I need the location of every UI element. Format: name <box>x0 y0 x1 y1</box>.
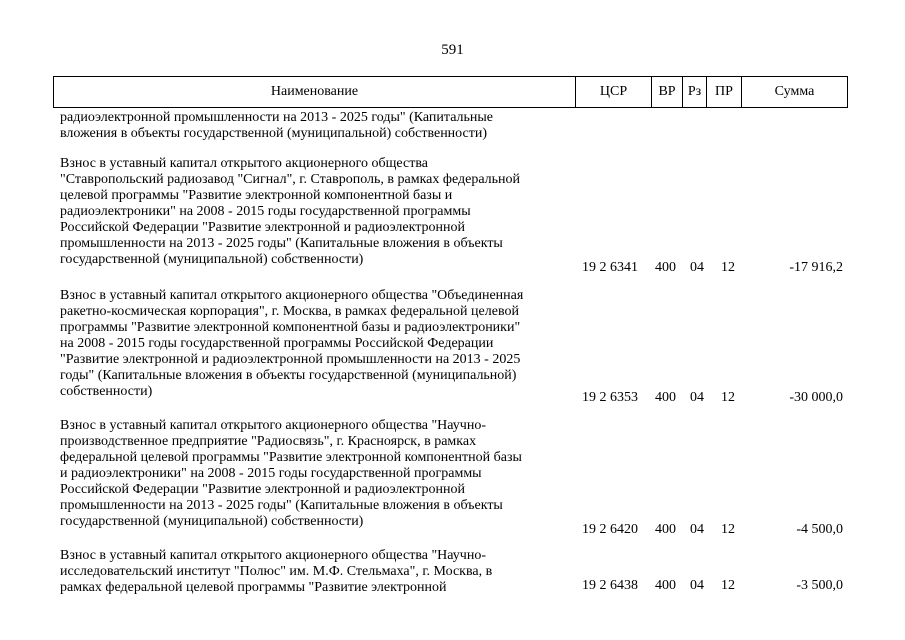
description-line: Российской Федерации "Развитие электронной и радиоэлектронной <box>60 220 465 235</box>
column-header-csr: ЦСР <box>575 77 651 107</box>
row-description <box>60 548 563 596</box>
row-description <box>60 418 563 530</box>
cell-rz: 04 <box>690 390 704 405</box>
cell-vr: 400 <box>655 260 676 275</box>
column-header-sum: Сумма <box>741 77 847 107</box>
column-header-vr: ВР <box>651 77 682 107</box>
cell-pr: 12 <box>721 522 735 537</box>
cell-vr: 400 <box>655 522 676 537</box>
description-line: Взнос в уставный капитал открытого акционерного общества "Объединенная <box>60 288 524 303</box>
cell-rz: 04 <box>690 522 704 537</box>
description-line: исследовательский институт "Полюс" им. М.Ф. Стельмаха", г. Москва, в <box>60 564 493 579</box>
cell-pr: 12 <box>721 578 735 593</box>
cell-vr: 400 <box>655 578 676 593</box>
description-line: годы" (Капитальные вложения в объекты государственной (муниципальной) <box>60 368 517 383</box>
description-line: радиоэлектронной промышленности на 2013 - 2025 годы" (Капитальные <box>60 110 494 125</box>
description-line: промышленности на 2013 - 2025 годы" (Капитальные вложения в объекты <box>60 236 503 251</box>
row-description <box>60 110 563 142</box>
description-line: радиоэлектроники" на 2008 - 2015 годы государственной программы <box>60 204 471 219</box>
cell-sum: -4 500,0 <box>796 522 843 537</box>
column-header-pr: ПР <box>706 77 741 107</box>
description-line: "Ставропольский радиозавод "Сигнал", г. Ставрополь, в рамках федеральной <box>60 172 521 187</box>
column-header-rz: Рз <box>682 77 706 107</box>
cell-rz: 04 <box>690 260 704 275</box>
table-header <box>53 76 848 108</box>
description-line: промышленности на 2013 - 2025 годы" (Капитальные вложения в объекты <box>60 498 503 513</box>
description-line: "Развитие электронной и радиоэлектронной промышленности на 2013 - 2025 <box>60 352 521 367</box>
cell-sum: -30 000,0 <box>789 390 843 405</box>
description-line: Взнос в уставный капитал открытого акционерного общества "Научно- <box>60 418 486 433</box>
description-line: на 2008 - 2015 годы государственной программы Российской Федерации <box>60 336 494 351</box>
cell-csr: 19 2 6438 <box>582 578 638 593</box>
cell-csr: 19 2 6353 <box>582 390 638 405</box>
column-header-name: Наименование <box>270 84 359 99</box>
description-line: Российской Федерации "Развитие электронной и радиоэлектронной <box>60 482 465 497</box>
cell-sum: -17 916,2 <box>789 260 843 275</box>
description-line: рамках федеральной целевой программы "Развитие электронной <box>60 580 447 595</box>
cell-csr: 19 2 6341 <box>582 260 638 275</box>
description-line: вложения в объекты государственной (муниципальной) собственности) <box>60 126 488 141</box>
description-line: ракетно-космическая корпорация", г. Москва, в рамках федеральной целевой <box>60 304 519 319</box>
description-line: целевой программы "Развитие электронной компонентной базы и <box>60 188 453 203</box>
description-line: программы "Развитие электронной компонентной базы и радиоэлектроники" <box>60 320 521 335</box>
description-line: государственной (муниципальной) собственности) <box>60 514 364 529</box>
cell-pr: 12 <box>721 260 735 275</box>
cell-csr: 19 2 6420 <box>582 522 638 537</box>
cell-sum: -3 500,0 <box>796 578 843 593</box>
description-line: и радиоэлектроники" на 2008 - 2015 годы государственной программы <box>60 466 482 481</box>
description-line: производственное предприятие "Радиосвязь", г. Красноярск, в рамках <box>60 434 477 449</box>
cell-vr: 400 <box>655 390 676 405</box>
description-line: государственной (муниципальной) собственности) <box>60 252 364 267</box>
description-line: федеральной целевой программы "Развитие электронной компонентной базы <box>60 450 522 465</box>
row-description <box>60 288 563 400</box>
description-line: собственности) <box>60 384 153 399</box>
cell-rz: 04 <box>690 578 704 593</box>
description-line: Взнос в уставный капитал открытого акционерного общества "Научно- <box>60 548 486 563</box>
page-number: 591 <box>441 42 464 58</box>
row-description <box>60 156 563 268</box>
description-line: Взнос в уставный капитал открытого акционерного общества <box>60 156 428 171</box>
cell-pr: 12 <box>721 390 735 405</box>
